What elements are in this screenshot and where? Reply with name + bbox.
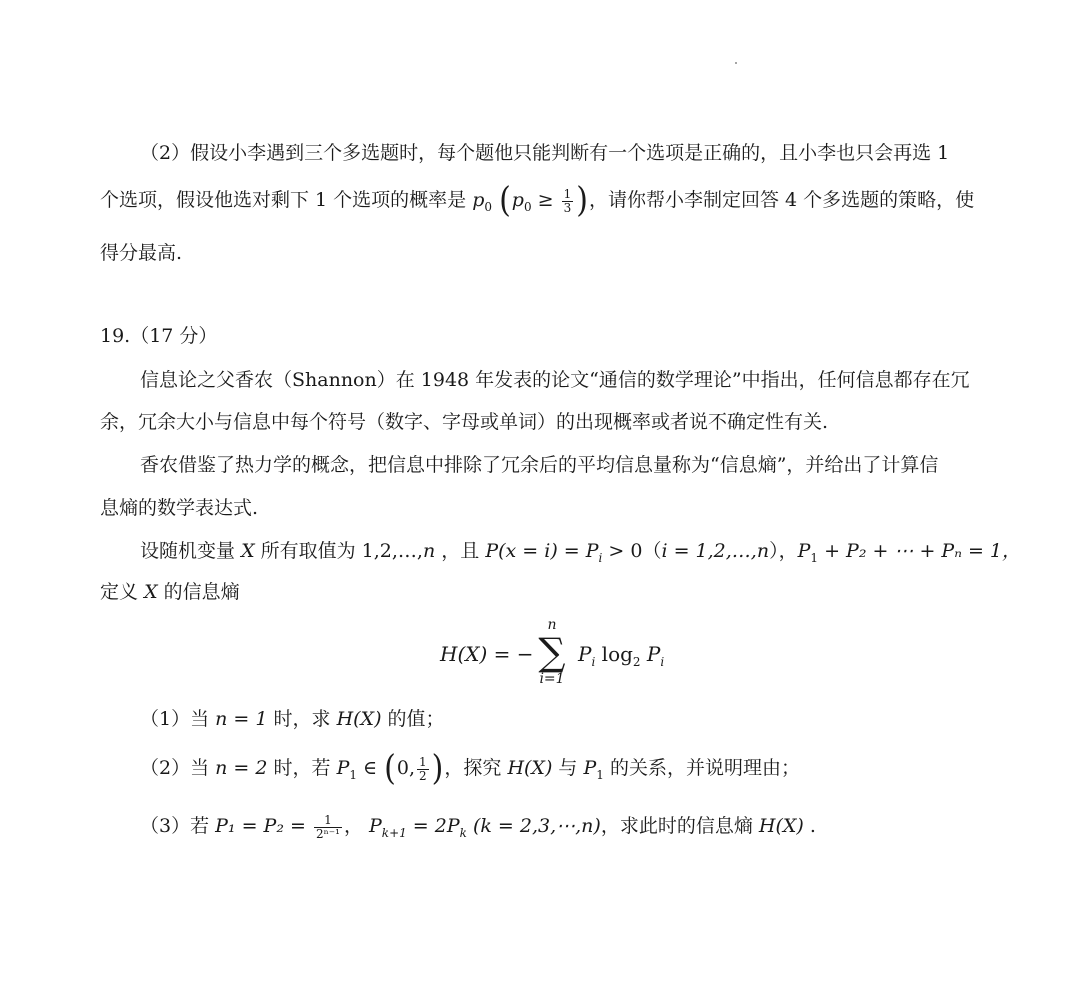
text-fragment: 与 <box>558 757 578 779</box>
text-fragment: H(X) <box>758 815 804 837</box>
text-fragment: i <box>660 655 665 669</box>
text-fragment: . <box>803 815 816 837</box>
text-fragment: ，求此时的信息熵 <box>600 815 753 837</box>
prev-part2-line3 <box>100 239 182 267</box>
text-fragment: n = 1 <box>215 708 268 730</box>
text-fragment: p <box>472 189 485 211</box>
text-fragment: i <box>598 550 603 565</box>
text-fragment: 2ⁿ⁻¹ <box>315 826 340 841</box>
text-fragment: 时，若 <box>273 757 331 779</box>
text-fragment: p <box>511 189 524 211</box>
text-fragment: n <box>422 540 436 562</box>
text-fragment: 个选项，假设他选对剩下 1 个选项的概率是 <box>100 189 467 211</box>
text-fragment: P <box>640 642 661 666</box>
interval-right-paren: ) <box>431 748 444 789</box>
text-fragment: X <box>144 581 158 603</box>
text-fragment: P₁ = P₂ = <box>215 815 306 837</box>
text-fragment: ∈ <box>357 757 384 779</box>
text-fragment: 0 <box>523 199 532 214</box>
text-fragment: ≥ <box>537 189 554 211</box>
text-fragment: 设随机变量 <box>140 540 236 562</box>
text-fragment: 所有取值为 1,2,…, <box>260 540 423 562</box>
q19-para2-line2 <box>100 494 258 522</box>
prev-part2-line2 <box>100 180 975 221</box>
text-fragment: 香农借鉴了热力学的概念，把信息中排除了冗余后的平均信息量称为“信息熵”，并给出了计算信 <box>140 454 939 476</box>
formula-rhs <box>578 642 664 669</box>
text-fragment: k <box>459 825 467 840</box>
text-fragment: 19.（17 分） <box>100 325 218 347</box>
question-19-header <box>100 322 217 350</box>
interval-left-paren: ( <box>384 748 396 789</box>
text-fragment: 1 <box>314 814 342 828</box>
q19-para3-line1: 设随机变量 X 所有取值为 1,2,…,n ，且 $P(x = i) = P_i > 0(i$ = 1,2,…,n），$P_1 + P_2$ + ⋯ + Pₙ = 1， <box>140 540 1022 565</box>
text-fragment: i = 1,2,…,n <box>661 540 770 562</box>
fraction-one-over-power <box>314 814 342 841</box>
text-fragment: (k = 2,3,⋯,n) <box>466 815 601 837</box>
q19-para1-line2 <box>100 408 828 436</box>
text-fragment: + P₂ + ⋯ + Pₙ = 1， <box>818 540 1022 562</box>
text-fragment: 的关系，并说明理由； <box>609 757 800 779</box>
q19-sub1 <box>140 705 445 733</box>
fraction-one-third <box>562 188 574 215</box>
text-fragment: log <box>595 642 633 666</box>
text-fragment: ，且 <box>441 540 480 562</box>
text-fragment: ，探究 <box>444 757 502 779</box>
text-fragment: ∑ <box>538 630 566 674</box>
text-fragment: i <box>591 655 596 669</box>
q19-para3-line2 <box>100 578 240 606</box>
text-fragment: P <box>336 757 350 779</box>
text-fragment: 0, <box>396 757 416 779</box>
text-fragment: （2）当 <box>140 757 210 779</box>
formula-lhs: H(X) = − <box>440 642 534 666</box>
text-fragment: ）， <box>769 540 798 562</box>
text-fragment: 2 <box>419 768 427 783</box>
text-fragment: > 0（ <box>602 540 662 562</box>
q19-sub2 <box>140 748 800 789</box>
text-fragment: （1）当 <box>140 708 210 730</box>
fraction-one-half <box>417 756 429 783</box>
text-fragment: P <box>583 757 597 779</box>
q19-para1-line1 <box>140 366 970 394</box>
text-fragment: 余，冗余大小与信息中每个符号（数字、字母或单词）的出现概率或者说不确定性有关. <box>100 411 829 433</box>
text-fragment: 定义 <box>100 581 139 603</box>
text-fragment: 息熵的数学表达式. <box>100 497 259 519</box>
text-fragment: n = 2 <box>215 757 268 779</box>
text-fragment: X <box>241 540 255 562</box>
text-fragment: P(x = i) = P <box>485 540 599 562</box>
text-fragment: k+1 <box>381 825 407 840</box>
right-paren: ) <box>576 180 588 221</box>
text-fragment: 1 <box>563 186 572 201</box>
q19-sub3 <box>140 812 816 847</box>
text-fragment: 3 <box>563 200 572 215</box>
text-fragment: 的值； <box>387 708 445 730</box>
text-fragment: n <box>547 617 557 633</box>
text-fragment: H(X) <box>507 757 553 779</box>
text-fragment: P <box>369 815 382 837</box>
text-fragment: 信息论之父香农（Shannon）在 1948 年发表的论文“通信的数学理论”中指出，任何信息都存在冗 <box>140 369 970 391</box>
q19-para2-line1 <box>140 451 938 479</box>
text-fragment: ， <box>343 815 363 837</box>
text-fragment: P <box>578 642 592 666</box>
text-fragment: i=1 <box>539 671 565 687</box>
text-fragment: = 2P <box>406 815 460 837</box>
text-fragment: 1 <box>419 754 427 769</box>
text-fragment: 得分最高. <box>100 242 183 264</box>
text-fragment: P <box>797 540 811 562</box>
text-fragment: 时，求 <box>273 708 331 730</box>
text-fragment: 0 <box>484 199 493 214</box>
text-fragment: H(X) <box>336 708 382 730</box>
text-fragment: 1 <box>596 767 604 782</box>
summation-symbol <box>532 618 572 686</box>
text-fragment: 的信息熵 <box>163 581 240 603</box>
text-fragment: 1 <box>349 767 358 782</box>
text-fragment: 2 <box>632 655 641 669</box>
scan-speck <box>735 62 737 64</box>
text-fragment: ，请你帮小李制定回答 4 个多选题的策略，使 <box>588 189 975 211</box>
prev-part2-line1 <box>140 139 949 167</box>
text-fragment: （2）假设小李遇到三个多选题时，每个题他只能判断有一个选项是正确的，且小李也只会再选 1 <box>140 142 950 164</box>
text-fragment: （3）若 <box>140 815 210 837</box>
left-paren: ( <box>499 180 511 221</box>
